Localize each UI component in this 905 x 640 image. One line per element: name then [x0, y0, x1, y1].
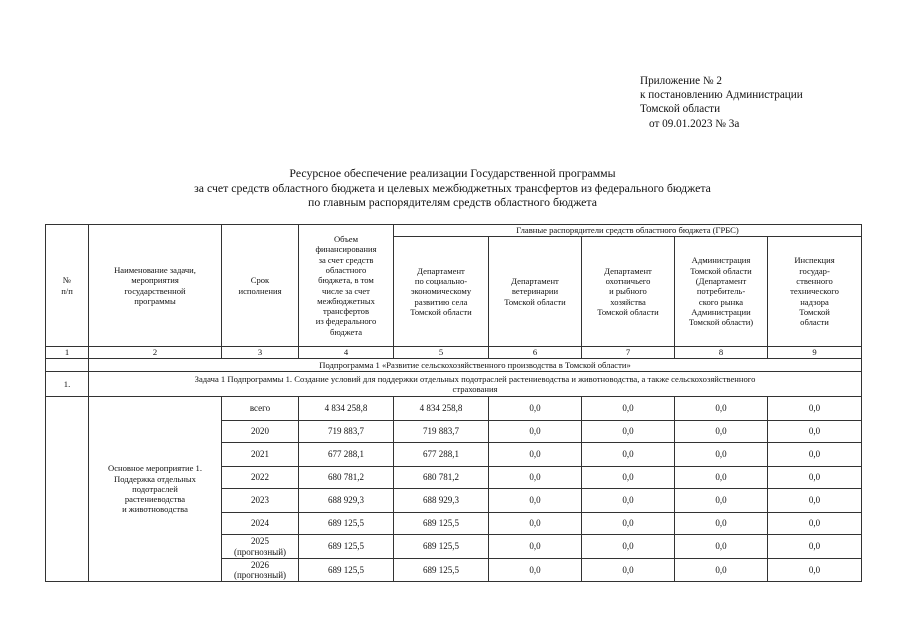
- row-term: [222, 535, 299, 559]
- column-number: 5: [394, 347, 489, 359]
- text-line: 2021: [251, 449, 269, 460]
- column-number: 6: [489, 347, 582, 359]
- text-line: государственной: [124, 285, 186, 296]
- subprogram-num-cell: [46, 359, 89, 372]
- text-line: №: [62, 275, 72, 286]
- row-dept-2: 0,0: [489, 489, 582, 513]
- task-number: 1.: [46, 372, 89, 397]
- text-line: Поддержка отдельных: [114, 473, 196, 484]
- text-line: 2022: [251, 472, 269, 483]
- header-dept-1: [394, 237, 489, 347]
- text-line: по социально-: [414, 276, 468, 287]
- row-dept-3: 0,0: [582, 489, 675, 513]
- row-dept-3: 0,0: [582, 443, 675, 467]
- header-dept-2: [489, 237, 582, 347]
- row-dept-2: 0,0: [489, 535, 582, 559]
- row-dept-2: 0,0: [489, 421, 582, 443]
- text-line: растениеводства: [124, 494, 186, 505]
- text-line: областного: [325, 264, 367, 275]
- text-line: надзора: [800, 296, 829, 307]
- title-line-1: Ресурсное обеспечение реализации Государственной программы: [289, 166, 616, 180]
- row-dept-2: 0,0: [489, 467, 582, 489]
- text-line: Задача 1 Подпрограммы 1. Создание условий для поддержки отдельных подотраслей растениеводства и животноводства, а также сельскохозяйственного: [194, 373, 756, 384]
- row-term: [222, 489, 299, 513]
- header-name: [89, 225, 222, 347]
- text-line: ского рынка: [698, 296, 744, 307]
- row-dept-5: 0,0: [768, 421, 862, 443]
- row-dept-4: 0,0: [675, 421, 768, 443]
- text-line: ственного: [796, 276, 833, 287]
- row-dept-4: 0,0: [675, 397, 768, 421]
- row-dept-2: 0,0: [489, 397, 582, 421]
- text-line: 2023: [251, 495, 269, 506]
- text-line: всего: [249, 403, 271, 414]
- row-dept-1: 4 834 258,8: [394, 397, 489, 421]
- column-number-row: [46, 347, 862, 359]
- annex-block: [640, 74, 803, 131]
- row-dept-5: 0,0: [768, 559, 862, 582]
- annex-line-4: от 09.01.2023 № 3а: [649, 117, 740, 130]
- row-dept-2: 0,0: [489, 559, 582, 582]
- text-line: из федерального: [315, 316, 377, 327]
- text-line: подотраслей: [132, 483, 178, 494]
- row-term: [222, 443, 299, 467]
- text-line: 2025: [251, 536, 269, 547]
- row-volume: 689 125,5: [299, 535, 394, 559]
- text-line: и рыбного: [609, 286, 647, 297]
- row-term: [222, 513, 299, 535]
- column-number: 8: [675, 347, 768, 359]
- row-dept-3: 0,0: [582, 513, 675, 535]
- text-line: Департамент: [604, 265, 652, 276]
- row-volume: 719 883,7: [299, 421, 394, 443]
- text-line: трансфертов: [322, 306, 370, 317]
- text-line: страхования: [452, 384, 498, 394]
- row-dept-1: 677 288,1: [394, 443, 489, 467]
- row-term: [222, 559, 299, 582]
- document-title: [0, 166, 905, 210]
- row-term: [222, 467, 299, 489]
- row-dept-3: 0,0: [582, 467, 675, 489]
- text-line: межбюджетных: [317, 295, 375, 306]
- text-line: и животноводства: [122, 504, 188, 515]
- row-dept-4: 0,0: [675, 489, 768, 513]
- header-dept-5: [768, 237, 862, 347]
- text-line: исполнения: [238, 285, 282, 296]
- row-dept-4: 0,0: [675, 513, 768, 535]
- header-dept-4: [675, 237, 768, 347]
- row-dept-2: 0,0: [489, 443, 582, 467]
- column-number: 9: [768, 347, 862, 359]
- row-dept-5: 0,0: [768, 467, 862, 489]
- title-line-2: за счет средств областного бюджета и целевых межбюджетных трансфертов из федерального бюджета: [194, 180, 711, 195]
- row-dept-5: 0,0: [768, 489, 862, 513]
- text-line: п/п: [61, 285, 73, 296]
- column-number: 7: [582, 347, 675, 359]
- text-line: 2020: [251, 426, 269, 437]
- annex-line-3: Томской области: [640, 103, 721, 116]
- column-number: 3: [222, 347, 299, 359]
- text-line: 2026: [251, 559, 269, 570]
- subprogram-row: [46, 359, 862, 372]
- text-line: Наименование задачи,: [114, 264, 196, 275]
- row-dept-3: 0,0: [582, 535, 675, 559]
- text-line: Томской области: [690, 265, 752, 276]
- annex-line-2: к постановлению Администрации: [640, 89, 803, 102]
- row-dept-5: 0,0: [768, 443, 862, 467]
- text-line: Томской: [799, 306, 830, 317]
- column-number: 4: [299, 347, 394, 359]
- header-dept-3: [582, 237, 675, 347]
- row-dept-4: 0,0: [675, 467, 768, 489]
- text-line: Департамент: [417, 265, 465, 276]
- row-dept-3: 0,0: [582, 397, 675, 421]
- activity-title: [89, 397, 222, 582]
- text-line: Томской области: [410, 306, 472, 317]
- row-term: [222, 421, 299, 443]
- text-line: за счет средств: [318, 254, 374, 265]
- row-dept-5: 0,0: [768, 535, 862, 559]
- row-dept-2: 0,0: [489, 513, 582, 535]
- task-row: [46, 372, 862, 397]
- annex-line-1: Приложение № 2: [640, 75, 722, 87]
- text-line: финансирования: [315, 244, 377, 255]
- row-volume: 689 125,5: [299, 513, 394, 535]
- row-dept-1: 688 929,3: [394, 489, 489, 513]
- task-title: [89, 372, 862, 397]
- text-line: 2024: [251, 518, 269, 529]
- text-line: числе за счет: [322, 285, 370, 296]
- budget-table: [45, 224, 862, 582]
- text-line: Администрации: [691, 306, 751, 317]
- text-line: области: [800, 317, 829, 328]
- text-line: (Департамент: [695, 276, 747, 287]
- header-num: [46, 225, 89, 347]
- table-row: [46, 397, 862, 421]
- text-line: охотничьего: [605, 276, 651, 287]
- row-dept-5: 0,0: [768, 397, 862, 421]
- row-dept-1: 719 883,7: [394, 421, 489, 443]
- text-line: технического: [790, 286, 839, 297]
- text-line: (прогнозный): [233, 570, 287, 580]
- text-line: Объем: [333, 234, 359, 245]
- row-dept-4: 0,0: [675, 443, 768, 467]
- text-line: экономическому: [410, 286, 472, 297]
- text-line: бюджета: [329, 326, 363, 337]
- row-dept-4: 0,0: [675, 535, 768, 559]
- text-line: Срок: [250, 275, 270, 286]
- row-dept-1: 680 781,2: [394, 467, 489, 489]
- column-number: 1: [46, 347, 89, 359]
- text-line: Основное мероприятие 1.: [108, 463, 202, 474]
- text-line: мероприятия: [131, 275, 179, 286]
- activity-num-cell: [46, 397, 89, 582]
- text-line: программы: [134, 295, 176, 306]
- text-line: Томской области: [504, 296, 566, 307]
- row-dept-1: 689 125,5: [394, 535, 489, 559]
- text-line: Томской области: [597, 306, 659, 317]
- header-volume: [299, 225, 394, 347]
- row-dept-1: 689 125,5: [394, 513, 489, 535]
- text-line: потребитель-: [696, 286, 746, 297]
- row-dept-4: 0,0: [675, 559, 768, 582]
- row-dept-3: 0,0: [582, 559, 675, 582]
- row-volume: 689 125,5: [299, 559, 394, 582]
- text-line: развитию села: [414, 296, 468, 307]
- title-line-3: по главным распорядителям средств областного бюджета: [308, 195, 597, 210]
- header-term: [222, 225, 299, 347]
- text-line: хозяйства: [610, 296, 646, 307]
- subprogram-title: Подпрограмма 1 «Развитие сельскохозяйственного производства в Томской области»: [89, 359, 862, 372]
- text-line: Инспекция: [794, 255, 835, 266]
- row-volume: 688 929,3: [299, 489, 394, 513]
- row-volume: 677 288,1: [299, 443, 394, 467]
- row-volume: 680 781,2: [299, 467, 394, 489]
- text-line: государ-: [799, 265, 830, 276]
- row-dept-1: 689 125,5: [394, 559, 489, 582]
- text-line: (прогнозный): [233, 546, 287, 557]
- row-dept-5: 0,0: [768, 513, 862, 535]
- text-line: ветеринарии: [511, 286, 559, 297]
- row-term: [222, 397, 299, 421]
- column-number: 2: [89, 347, 222, 359]
- text-line: Томской области): [688, 317, 754, 328]
- header-grbs-group: Главные распорядители средств областного бюджета (ГРБС): [394, 225, 862, 237]
- row-volume: 4 834 258,8: [299, 397, 394, 421]
- row-dept-3: 0,0: [582, 421, 675, 443]
- text-line: бюджета, в том: [318, 275, 374, 286]
- text-line: Администрация: [691, 255, 751, 266]
- text-line: Департамент: [511, 276, 559, 287]
